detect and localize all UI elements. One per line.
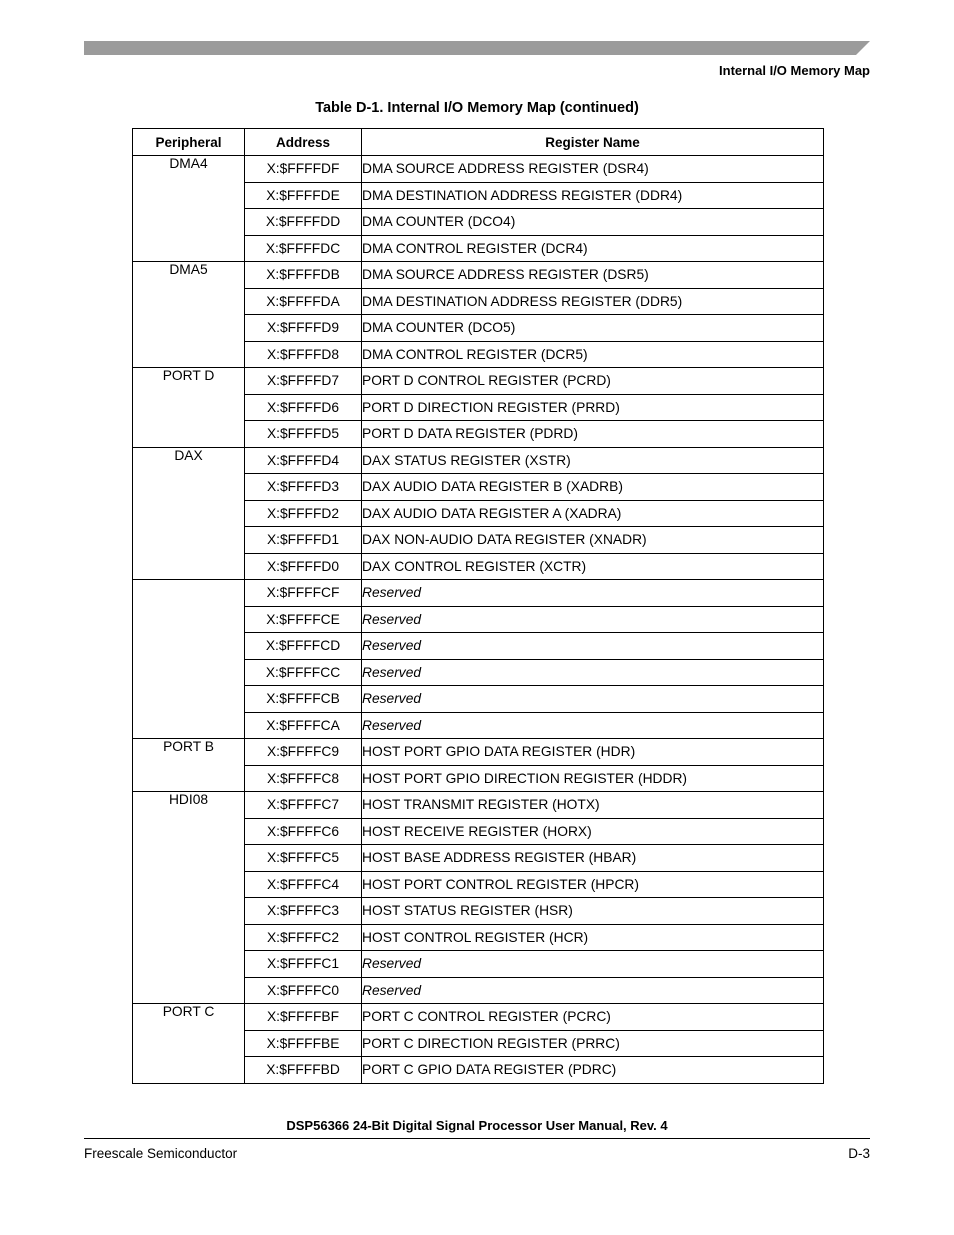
register-name-cell: DMA COUNTER (DCO5) bbox=[362, 315, 824, 342]
peripheral-cell: HDI08 bbox=[133, 792, 245, 1004]
column-header-peripheral: Peripheral bbox=[133, 129, 245, 156]
register-name-cell: HOST RECEIVE REGISTER (HORX) bbox=[362, 818, 824, 845]
register-name-cell: Reserved bbox=[362, 633, 824, 660]
column-header-address: Address bbox=[245, 129, 362, 156]
address-cell: X:$FFFFC9 bbox=[245, 739, 362, 766]
register-name-cell: Reserved bbox=[362, 606, 824, 633]
table-title: Table D-1. Internal I/O Memory Map (continued) bbox=[315, 100, 639, 116]
address-cell: X:$FFFFCA bbox=[245, 712, 362, 739]
register-name-cell: PORT D DATA REGISTER (PDRD) bbox=[362, 421, 824, 448]
address-cell: X:$FFFFDF bbox=[245, 156, 362, 183]
peripheral-cell: DAX bbox=[133, 447, 245, 580]
register-name-cell: PORT C GPIO DATA REGISTER (PDRC) bbox=[362, 1057, 824, 1084]
register-name-cell: Reserved bbox=[362, 951, 824, 978]
address-cell: X:$FFFFC6 bbox=[245, 818, 362, 845]
table-row bbox=[133, 739, 824, 766]
register-name-cell: HOST STATUS REGISTER (HSR) bbox=[362, 898, 824, 925]
register-name-cell: Reserved bbox=[362, 977, 824, 1004]
register-name-cell: DMA SOURCE ADDRESS REGISTER (DSR4) bbox=[362, 156, 824, 183]
address-cell: X:$FFFFBD bbox=[245, 1057, 362, 1084]
section-title: Internal I/O Memory Map bbox=[719, 63, 870, 78]
footer-divider bbox=[84, 1138, 870, 1139]
address-cell: X:$FFFFC0 bbox=[245, 977, 362, 1004]
column-header-register-name: Register Name bbox=[362, 129, 824, 156]
register-name-cell: PORT C DIRECTION REGISTER (PRRC) bbox=[362, 1030, 824, 1057]
register-name-cell: DAX AUDIO DATA REGISTER B (XADRB) bbox=[362, 474, 824, 501]
register-name-cell: PORT D DIRECTION REGISTER (PRRD) bbox=[362, 394, 824, 421]
register-name-cell: PORT C CONTROL REGISTER (PCRC) bbox=[362, 1004, 824, 1031]
address-cell: X:$FFFFDD bbox=[245, 209, 362, 236]
table-body bbox=[133, 156, 824, 1084]
address-cell: X:$FFFFBF bbox=[245, 1004, 362, 1031]
address-cell: X:$FFFFCE bbox=[245, 606, 362, 633]
address-cell: X:$FFFFCF bbox=[245, 580, 362, 607]
company-name: Freescale Semiconductor bbox=[84, 1146, 238, 1161]
register-name-cell: Reserved bbox=[362, 712, 824, 739]
address-cell: X:$FFFFCC bbox=[245, 659, 362, 686]
register-name-cell: DMA SOURCE ADDRESS REGISTER (DSR5) bbox=[362, 262, 824, 289]
table-header-row bbox=[133, 129, 824, 156]
address-cell: X:$FFFFD4 bbox=[245, 447, 362, 474]
page-number: D-3 bbox=[848, 1146, 870, 1161]
register-name-cell: HOST CONTROL REGISTER (HCR) bbox=[362, 924, 824, 951]
address-cell: X:$FFFFD5 bbox=[245, 421, 362, 448]
register-name-cell: HOST TRANSMIT REGISTER (HOTX) bbox=[362, 792, 824, 819]
address-cell: X:$FFFFD0 bbox=[245, 553, 362, 580]
memory-map-table bbox=[132, 128, 824, 1084]
table-row bbox=[133, 1004, 824, 1031]
address-cell: X:$FFFFD9 bbox=[245, 315, 362, 342]
register-name-cell: HOST PORT GPIO DIRECTION REGISTER (HDDR) bbox=[362, 765, 824, 792]
register-name-cell: Reserved bbox=[362, 659, 824, 686]
peripheral-cell: DMA5 bbox=[133, 262, 245, 368]
peripheral-cell: DMA4 bbox=[133, 156, 245, 262]
register-name-cell: DAX AUDIO DATA REGISTER A (XADRA) bbox=[362, 500, 824, 527]
table-row bbox=[133, 262, 824, 289]
address-cell: X:$FFFFD7 bbox=[245, 368, 362, 395]
address-cell: X:$FFFFD2 bbox=[245, 500, 362, 527]
address-cell: X:$FFFFC2 bbox=[245, 924, 362, 951]
register-name-cell: Reserved bbox=[362, 686, 824, 713]
register-name-cell: HOST PORT GPIO DATA REGISTER (HDR) bbox=[362, 739, 824, 766]
address-cell: X:$FFFFDC bbox=[245, 235, 362, 262]
address-cell: X:$FFFFD8 bbox=[245, 341, 362, 368]
register-name-cell: HOST BASE ADDRESS REGISTER (HBAR) bbox=[362, 845, 824, 872]
address-cell: X:$FFFFD1 bbox=[245, 527, 362, 554]
header-bar bbox=[84, 41, 870, 55]
address-cell: X:$FFFFC3 bbox=[245, 898, 362, 925]
register-name-cell: DMA COUNTER (DCO4) bbox=[362, 209, 824, 236]
table-row bbox=[133, 792, 824, 819]
address-cell: X:$FFFFC4 bbox=[245, 871, 362, 898]
address-cell: X:$FFFFDE bbox=[245, 182, 362, 209]
address-cell: X:$FFFFC8 bbox=[245, 765, 362, 792]
address-cell: X:$FFFFCB bbox=[245, 686, 362, 713]
address-cell: X:$FFFFDA bbox=[245, 288, 362, 315]
address-cell: X:$FFFFD3 bbox=[245, 474, 362, 501]
address-cell: X:$FFFFCD bbox=[245, 633, 362, 660]
peripheral-cell: PORT C bbox=[133, 1004, 245, 1084]
register-name-cell: DAX STATUS REGISTER (XSTR) bbox=[362, 447, 824, 474]
address-cell: X:$FFFFD6 bbox=[245, 394, 362, 421]
peripheral-cell: PORT B bbox=[133, 739, 245, 792]
address-cell: X:$FFFFC7 bbox=[245, 792, 362, 819]
register-name-cell: DMA CONTROL REGISTER (DCR5) bbox=[362, 341, 824, 368]
address-cell: X:$FFFFC1 bbox=[245, 951, 362, 978]
peripheral-cell bbox=[133, 580, 245, 739]
address-cell: X:$FFFFC5 bbox=[245, 845, 362, 872]
register-name-cell: DAX NON-AUDIO DATA REGISTER (XNADR) bbox=[362, 527, 824, 554]
table-row bbox=[133, 156, 824, 183]
register-name-cell: HOST PORT CONTROL REGISTER (HPCR) bbox=[362, 871, 824, 898]
manual-title: DSP56366 24-Bit Digital Signal Processor User Manual, Rev. 4 bbox=[286, 1118, 668, 1133]
register-name-cell: DMA DESTINATION ADDRESS REGISTER (DDR4) bbox=[362, 182, 824, 209]
register-name-cell: DAX CONTROL REGISTER (XCTR) bbox=[362, 553, 824, 580]
peripheral-cell: PORT D bbox=[133, 368, 245, 448]
register-name-cell: DMA DESTINATION ADDRESS REGISTER (DDR5) bbox=[362, 288, 824, 315]
address-cell: X:$FFFFBE bbox=[245, 1030, 362, 1057]
table-row bbox=[133, 447, 824, 474]
register-name-cell: DMA CONTROL REGISTER (DCR4) bbox=[362, 235, 824, 262]
table-row bbox=[133, 368, 824, 395]
register-name-cell: Reserved bbox=[362, 580, 824, 607]
register-name-cell: PORT D CONTROL REGISTER (PCRD) bbox=[362, 368, 824, 395]
table-row bbox=[133, 580, 824, 607]
address-cell: X:$FFFFDB bbox=[245, 262, 362, 289]
